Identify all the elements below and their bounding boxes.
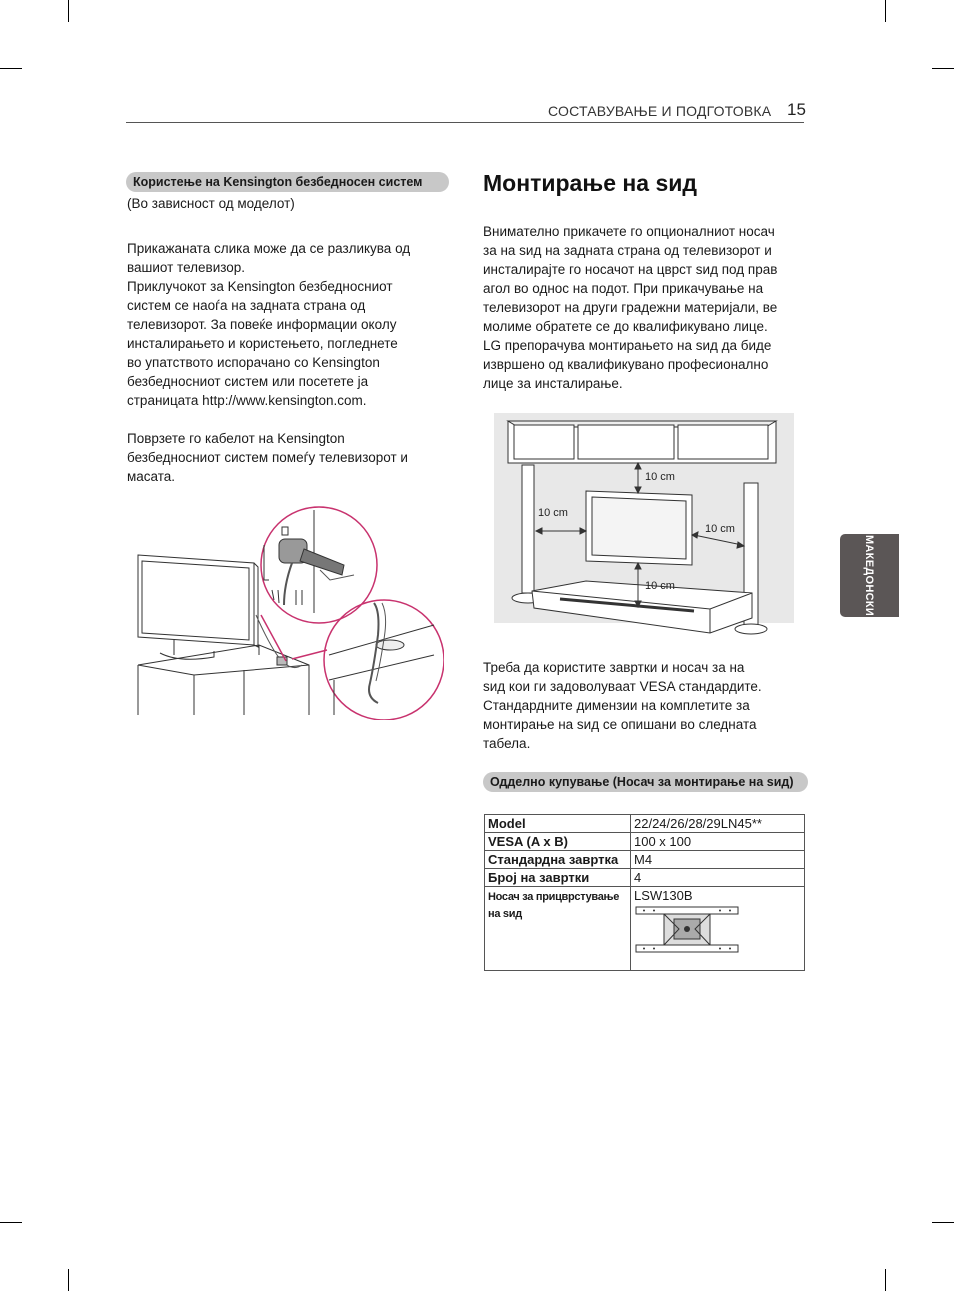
model-note: (Во зависност од моделот): [127, 196, 295, 211]
table-cell: 4: [631, 869, 805, 887]
crop-mark: [68, 1269, 69, 1291]
page-number: 15: [787, 100, 806, 119]
text-line: телевизорот на други градежни материјали, ве: [483, 300, 778, 315]
crop-mark: [885, 0, 886, 22]
page-title: Монтирање на ѕид: [483, 170, 697, 196]
kensington-heading-text: Користење на Kensington безбедносен систем: [133, 175, 423, 189]
text-line: инсталирањето и користењето, погледнете: [127, 336, 398, 351]
crop-mark: [932, 1222, 954, 1223]
text-line: систем се наоѓа на задната страна од: [127, 298, 366, 313]
table-cell: VESA (A x B): [485, 833, 631, 851]
table-cell: [485, 887, 631, 971]
crop-mark: [68, 0, 69, 22]
text-line: Прикажаната слика може да се разликува од: [127, 241, 411, 256]
bracket-label: Носач за прицврстување на ѕид: [488, 891, 620, 920]
wall-mount-spec-table: [484, 814, 805, 971]
text-line: табела.: [483, 736, 531, 751]
text-line: монтирање на ѕид се опишани во следната: [483, 717, 757, 732]
wall-mount-intro: [483, 222, 777, 393]
table-cell: [631, 887, 805, 971]
text-line: Внимателно прикачете го опционалниот носач: [483, 224, 775, 239]
table-row: [485, 851, 805, 869]
text-line: безбедносниот систем помеѓу телевизорот и: [127, 450, 408, 465]
text-line: телевизорот. За повеќе информации околу: [127, 317, 397, 332]
clearance-bottom-label: 10 cm: [645, 580, 675, 592]
text-line: Приклучокот за Kensington безбедносниот: [127, 279, 393, 294]
text-line: LG препорачува монтирањето на ѕид да биде: [483, 338, 772, 353]
crop-mark: [0, 68, 22, 69]
kensington-illustration: [134, 505, 444, 720]
text-line: масата.: [127, 469, 176, 484]
clearance-top-label: 10 cm: [645, 471, 675, 483]
text-line: молиме обратете се до квалификувано лице.: [483, 319, 768, 334]
text-line: Поврзете го кабелот на Kensington: [127, 431, 345, 446]
header-rule: [126, 122, 804, 123]
bracket-model: LSW130B: [634, 888, 693, 903]
table-cell: 100 x 100: [631, 833, 805, 851]
language-tab-label: МАКЕДОНСКИ: [863, 534, 876, 617]
vesa-paragraph: [483, 658, 762, 753]
table-cell: 22/24/26/28/29LN45**: [631, 815, 805, 833]
text-line: лице за инсталирање.: [483, 376, 623, 391]
text-line: безбедносниот систем или посетете ја: [127, 374, 369, 389]
text-line: за на ѕид на задната страна од телевизорот и: [483, 243, 772, 258]
crop-mark: [0, 1222, 22, 1223]
clearance-right-label: 10 cm: [705, 523, 735, 535]
text-line: извршено од квалификувано професионално: [483, 357, 769, 372]
table-cell: Стандардна завртка: [485, 851, 631, 869]
text-line: агол во однос на подот. При прикачување на: [483, 281, 764, 296]
table-cell: Model: [485, 815, 631, 833]
text-line: Стандардните димензии на комплетите за: [483, 698, 750, 713]
text-line: страницата http://www.kensington.com.: [127, 393, 367, 408]
text-line: ѕид кои ги задоволуваат VESA стандардите.: [483, 679, 762, 694]
kensington-connect-paragraph: [127, 429, 408, 486]
table-cell: Број на завртки: [485, 869, 631, 887]
kensington-paragraph: [127, 239, 410, 410]
crop-mark: [932, 68, 954, 69]
table-row: [485, 815, 805, 833]
text-line: инсталирајте го носачот на цврст ѕид под прав: [483, 262, 778, 277]
text-line: Треба да користите завртки и носач за на: [483, 660, 745, 675]
wall-clearance-diagram: [494, 413, 794, 643]
table-cell: M4: [631, 851, 805, 869]
clearance-left-label: 10 cm: [538, 507, 568, 519]
section-title: СОСТАВУВАЊЕ И ПОДГОТОВКА: [548, 103, 772, 119]
table-row: [485, 887, 805, 971]
bracket-heading: [483, 772, 808, 792]
bracket-heading-text: Одделно купување (Носач за монтирање на ѕид): [490, 775, 794, 789]
text-line: во упатството испорачано со Kensington: [127, 355, 380, 370]
table-row: [485, 833, 805, 851]
bracket-image: [634, 905, 740, 955]
text-line: вашиот телевизор.: [127, 260, 246, 275]
table-row: [485, 869, 805, 887]
crop-mark: [885, 1269, 886, 1291]
kensington-heading: [126, 172, 449, 192]
language-tab: [840, 534, 899, 617]
